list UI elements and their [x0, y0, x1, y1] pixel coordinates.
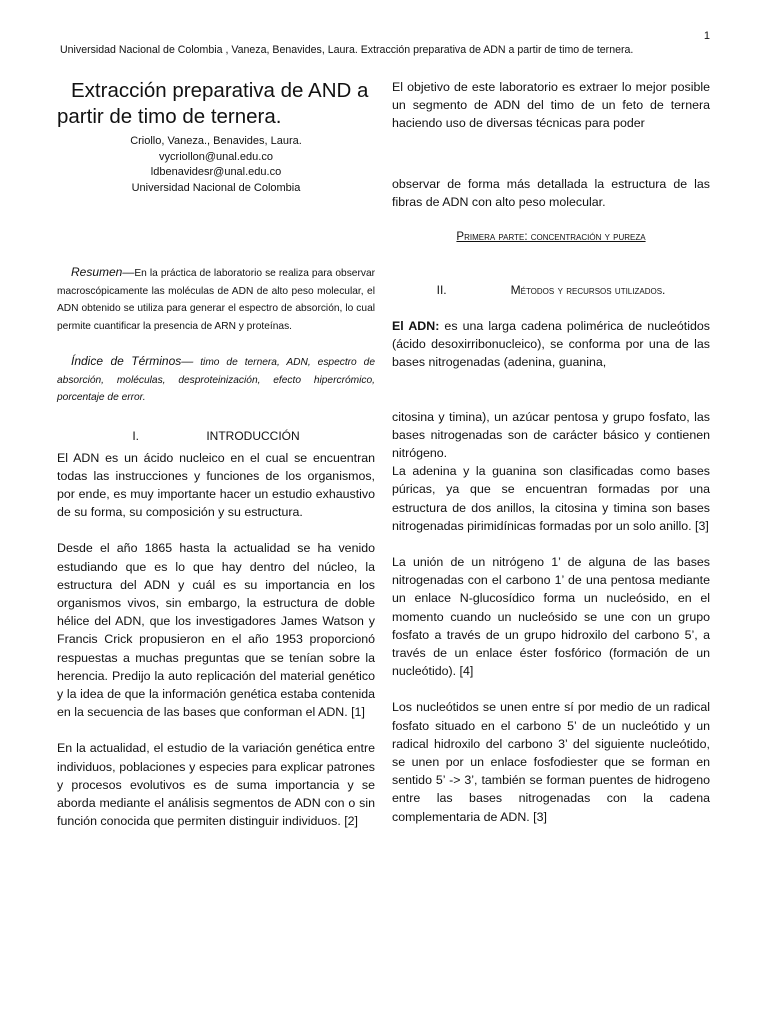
page-number: 1	[703, 30, 710, 42]
author-email-2: ldbenavidesr@unal.edu.co	[150, 166, 282, 178]
paragraph: El objetivo de este laboratorio es extraer lo mejor posible un segmento de ADN del timo de un feto de ternera haciendo uso de diversas técnicas para poder	[392, 80, 710, 131]
author-email-1: vycriollon@unal.edu.co	[159, 150, 273, 163]
index-terms-text: timo de ternera, ADN, espectro de absorción, moléculas, desproteinización, efecto hipercrómico, porcentaje de error.	[57, 357, 375, 403]
paragraph: La unión de un nitrógeno 1’ de alguna de las bases nitrogenadas con el carbono 1’ de una pentosa mediante un enlace N-glucosídico forma un nucleósido, en el momento cuando un nucleósido se une con un grupo fosfato a través de un grupo hidroxilo del carbono 5’, a través de un enlace éster fosfórico (formación de un nucleótido). [4]	[392, 555, 710, 679]
index-terms-lead: Índice de Términos—	[71, 354, 194, 368]
index-terms	[57, 353, 375, 407]
paragraph	[392, 317, 710, 372]
paragraph: observar de forma más detallada la estructura de las fibras de ADN con alto peso molecular.	[392, 176, 710, 209]
paragraph: El ADN es un ácido nucleico en el cual se encuentran todas las instrucciones y funciones de los organismos, por ende, es muy importante hacer un estudio exhaustivo de su forma, su composición y su estructura.	[57, 450, 375, 520]
paragraph: Desde el año 1865 hasta la actualidad se ha venido estudiando que es lo que hay dentro del núcleo, la estructura del ADN y cuál es su importancia en los organismos vivos, sin embargo, la estructura de doble hélice del ADN, que los investigadores James Watson y Francis Crick propusieron en el año 1953 proporcionó respuestas a muchas preguntas que se tenían sobre la herencia. Predijo la auto replicación del material genético y la idea de que la información genética estaba contenida en la secuencia de las bases que conforman el ADN. [1]	[57, 541, 375, 720]
right-column	[392, 78, 710, 844]
author-block	[57, 134, 375, 196]
running-header: Universidad Nacional de Colombia , Vaneza, Benavides, Laura. Extracción preparativa de ADN a partir de timo de ternera.	[60, 44, 634, 56]
section-heading-introduction	[57, 429, 375, 443]
section-number: II.	[436, 283, 447, 298]
paragraph: La adenina y la guanina son clasificadas como bases púricas, ya que se encuentran formadas por una estructura de dos anillos, la citosina y timina son bases nitrogenadas pirimidínicas formadas por un solo anillo. [3]	[392, 464, 710, 533]
section-number: I.	[132, 428, 139, 443]
title-line-1: Extracción preparativa de AND a	[71, 79, 369, 102]
author-affiliation: Universidad Nacional de Colombia	[131, 181, 301, 194]
abstract	[57, 264, 375, 335]
left-column	[57, 78, 375, 848]
section-title: Métodos y recursos utilizados.	[510, 283, 666, 298]
section-heading-methods	[392, 283, 710, 297]
paragraph: En la actualidad, el estudio de la variación genética entre individuos, poblaciones y especies para explicar patrones y procesos evolutivos es de suma importancia y se aborda mediante el análisis segmentos de ADN con o sin función conocida que permiten distinguir individuos. [2]	[57, 741, 375, 829]
section-title: INTRODUCCIÓN	[206, 428, 300, 443]
paragraph: citosina y timina), un azúcar pentosa y grupo fosfato, las bases nitrogenadas son de carácter básico y contienen nitrógeno.	[392, 409, 710, 461]
term-bold: El ADN:	[392, 319, 440, 334]
title-line-2: partir de timo de ternera.	[57, 105, 282, 128]
paper-title	[57, 78, 375, 130]
paragraph: Los nucleótidos se unen entre sí por medio de un radical fosfato situado en el carbono 5’ de un nucleótido y un radical hidroxilo del carbono 3’ del siguiente nucleótido, se unen por un enlace fosfodiester que se forman en sentido 5’ -> 3’, también se forman puentes de hidrogeno entre las bases nitrogenadas con la cadena complementaria de ADN. [3]	[392, 700, 710, 824]
abstract-text: En la práctica de laboratorio se realiza para observar macroscópicamente las moléculas de ADN de alto peso molecular, el ADN obtenido se utiliza para generar el espectro de absorción, lo cual permite cuantificar la presencia de ARN y proteínas.	[57, 268, 375, 332]
paragraph-text: es una larga cadena polimérica de nucleótidos (ácido desoxirribonucleico), se conforma por una de las bases nitrogenadas (adenina, guanina,	[392, 319, 710, 370]
author-names: Criollo, Vaneza., Benavides, Laura.	[130, 135, 302, 147]
part-heading: Primera parte: concentración y pureza	[456, 231, 646, 244]
abstract-lead: Resumen—	[71, 265, 135, 279]
